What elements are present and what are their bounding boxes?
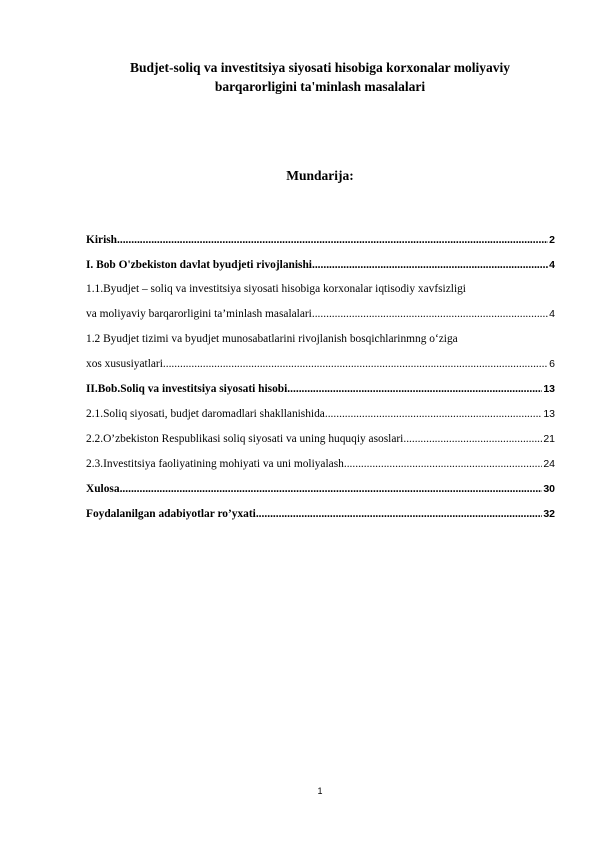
toc-leader-dots — [117, 234, 548, 246]
toc-entry-text: 2.2.O’zbekiston Respublikasi soliq siyosati va uning huquqiy asoslari — [86, 433, 404, 445]
toc-entry-text-line2: va moliyaviy barqarorligini ta’minlash masalalari — [86, 308, 312, 320]
toc-entry-text: Xulosa — [86, 483, 120, 495]
toc-entry-kirish[interactable] — [86, 234, 555, 253]
toc-leader-dots — [120, 483, 543, 495]
toc-leader-dots — [163, 358, 548, 370]
toc-entry-text: Kirish — [86, 234, 118, 246]
toc-entry-text-line2: xos xususiyatlari — [86, 358, 163, 370]
toc-entry-page: 30 — [543, 483, 555, 495]
toc-entry-references[interactable] — [86, 508, 555, 527]
toc-entry-text: 2.1.Soliq siyosati, budjet daromadlari shakllanishida — [86, 408, 325, 420]
table-of-contents — [86, 234, 555, 527]
toc-leader-dots — [325, 408, 542, 420]
toc-entry-page: 13 — [543, 383, 555, 395]
toc-entry-text: I. Bob O'zbekiston davlat byudjeti rivojlanishi — [86, 259, 312, 271]
toc-entry-page: 2 — [549, 234, 555, 246]
toc-entry-section-1-2[interactable] — [86, 333, 555, 377]
toc-leader-dots — [312, 308, 548, 320]
toc-leader-dots — [256, 508, 542, 520]
toc-entry-section-2-3[interactable] — [86, 458, 555, 477]
toc-entry-xulosa[interactable] — [86, 483, 555, 502]
toc-heading: Mundarija: — [286, 168, 354, 183]
toc-entry-page: 21 — [543, 433, 555, 445]
toc-entry-section-2-2[interactable] — [86, 433, 555, 452]
toc-entry-page: 4 — [549, 259, 555, 271]
toc-entry-page: 6 — [549, 358, 555, 370]
toc-entry-section-2-1[interactable] — [86, 408, 555, 427]
toc-leader-dots — [287, 383, 542, 395]
toc-entry-section-1-1[interactable] — [86, 283, 555, 327]
toc-entry-chapter-1[interactable] — [86, 259, 555, 278]
toc-leader-dots — [403, 433, 542, 445]
toc-entry-page: 24 — [543, 458, 555, 470]
document-title: Budjet-soliq va investitsiya siyosati hisobiga korxonalar moliyaviy barqarorligini ta'minlash masalalari — [129, 60, 511, 94]
toc-leader-dots — [344, 458, 542, 470]
toc-entry-page: 4 — [549, 308, 555, 320]
toc-entry-text-line1: 1.2 Byudjet tizimi va byudjet munosabatlarini rivojlanish bosqichlarinmng o‘ziga — [86, 333, 458, 345]
toc-entry-text: 2.3.Investitsiya faoliyatining mohiyati va uni moliyalash — [86, 458, 344, 470]
toc-entry-text-line1: 1.1.Byudjet – soliq va investitsiya siyosati hisobiga korxonalar iqtisodiy xavfsizligi — [86, 283, 466, 295]
toc-entry-chapter-2[interactable] — [86, 383, 555, 402]
toc-entry-page: 13 — [543, 408, 555, 420]
toc-entry-text: Foydalanilgan adabiyotlar ro’yxati — [86, 508, 256, 520]
page-number: 1 — [317, 786, 323, 796]
toc-entry-text: II.Bob.Soliq va investitsiya siyosati hisobi — [86, 383, 288, 395]
toc-entry-page: 32 — [543, 508, 555, 520]
toc-leader-dots — [312, 259, 548, 271]
